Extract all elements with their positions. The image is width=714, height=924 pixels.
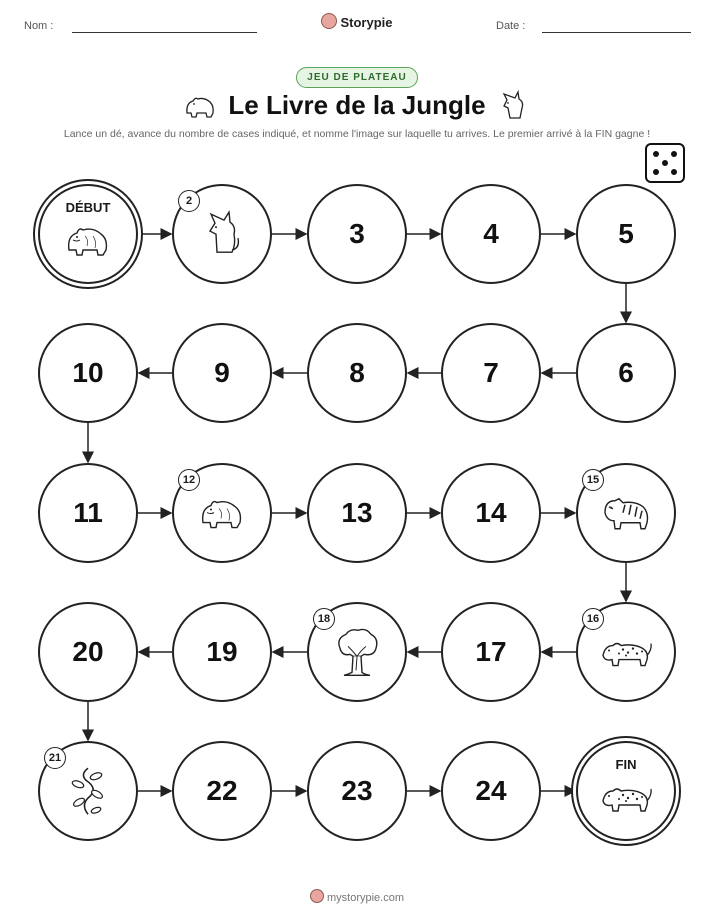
finish-label: FIN — [615, 757, 637, 772]
cell-number-badge: 2 — [178, 190, 200, 212]
instructions: Lance un dé, avance du nombre de cases indiqué, et nomme l'image sur laquelle tu arrives. Le premier arrivé à la FIN gagne ! — [63, 128, 651, 140]
cell-number: 5 — [618, 218, 634, 249]
cell-number: 9 — [214, 357, 230, 388]
cell-number: 17 — [475, 636, 507, 667]
wolf-icon — [202, 210, 242, 263]
leopard-icon — [599, 779, 653, 820]
cell-number: 3 — [349, 218, 365, 249]
cell-number: 11 — [73, 497, 103, 528]
start-cell — [38, 184, 138, 284]
board-cell-2 — [172, 184, 272, 284]
board-cell-8 — [307, 323, 407, 423]
cell-number-badge: 21 — [44, 747, 66, 769]
name-label: Nom : — [24, 20, 54, 32]
board-cell-16 — [576, 602, 676, 702]
cell-number: 19 — [206, 636, 238, 667]
start-label: DÉBUT — [65, 200, 111, 215]
footer-url — [0, 889, 714, 904]
storypie-logo-icon — [310, 889, 324, 903]
vine-icon — [70, 766, 106, 821]
leopard-icon — [599, 634, 653, 675]
bear-icon — [199, 495, 245, 536]
board-cell-14 — [441, 463, 541, 563]
board-cell-15 — [576, 463, 676, 563]
board-cell-18 — [307, 602, 407, 702]
page-title: Le Livre de la Jungle — [228, 90, 486, 120]
cell-number: 10 — [72, 357, 104, 388]
board-cell-10 — [38, 323, 138, 423]
board-cell-20 — [38, 602, 138, 702]
cell-number: 22 — [206, 775, 238, 806]
tiger-icon — [601, 493, 651, 538]
cell-number: 20 — [72, 636, 104, 667]
cell-number-badge: 18 — [313, 608, 335, 630]
board-cell-7 — [441, 323, 541, 423]
board-cell-19 — [172, 602, 272, 702]
cell-number: 7 — [483, 357, 499, 388]
cell-number: 23 — [341, 775, 373, 806]
finish-cell — [576, 741, 676, 841]
tree-icon — [334, 626, 380, 683]
cell-number: 24 — [475, 775, 507, 806]
brand-name: Storypie — [340, 15, 393, 30]
board-cell-3 — [307, 184, 407, 284]
cell-number: 6 — [618, 357, 634, 388]
board-cell-17 — [441, 602, 541, 702]
board-cell-13 — [307, 463, 407, 563]
board-cell-23 — [307, 741, 407, 841]
cell-number-badge: 16 — [582, 608, 604, 630]
board-cell-12 — [172, 463, 272, 563]
footer-text: mystorypie.com — [326, 892, 405, 904]
board-cell-24 — [441, 741, 541, 841]
cell-number: 8 — [349, 357, 365, 388]
board-cell-6 — [576, 323, 676, 423]
date-label: Date : — [496, 20, 526, 32]
cell-number-badge: 15 — [582, 469, 604, 491]
cell-number: 14 — [475, 497, 507, 528]
board-cell-9 — [172, 323, 272, 423]
game-type-badge: JEU DE PLATEAU — [296, 67, 417, 88]
board-cell-11 — [38, 463, 138, 563]
board-cell-4 — [441, 184, 541, 284]
board-cell-22 — [172, 741, 272, 841]
cell-number: 13 — [341, 497, 373, 528]
bear-icon — [65, 222, 111, 263]
board-cell-21 — [38, 741, 138, 841]
cell-number-badge: 12 — [178, 469, 200, 491]
board-cell-5 — [576, 184, 676, 284]
cell-number: 4 — [483, 218, 499, 249]
